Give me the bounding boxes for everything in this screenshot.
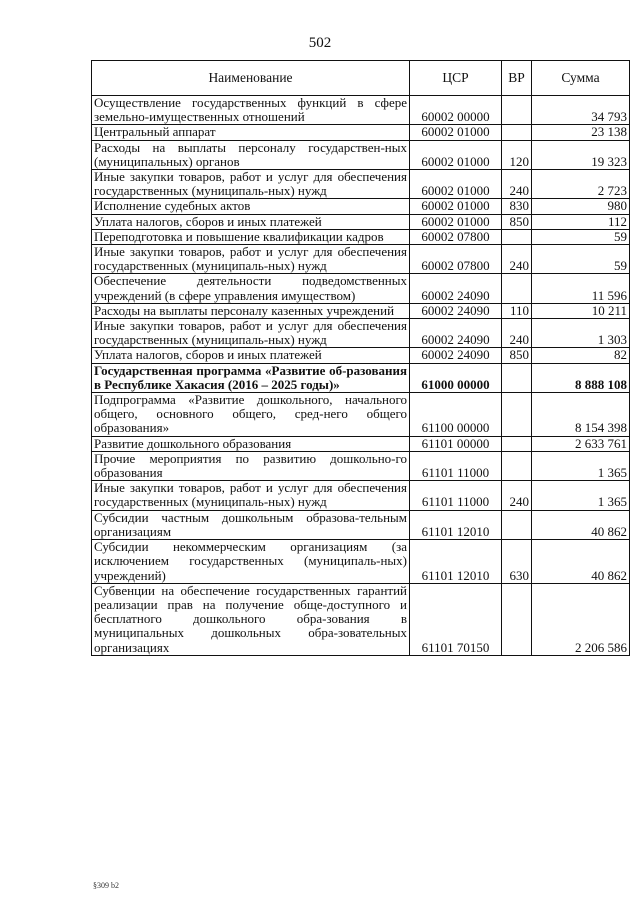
footer-code: §309 b2 (93, 881, 119, 890)
table-row (92, 583, 630, 655)
row-csr: 60002 01000 (410, 140, 502, 169)
table-row (92, 96, 630, 125)
row-sum: 40 862 (532, 540, 630, 584)
row-csr: 61101 70150 (410, 583, 502, 655)
row-csr: 60002 01000 (410, 125, 502, 140)
row-name: Уплата налогов, сборов и иных платежей (92, 348, 410, 363)
row-vr: 110 (502, 303, 532, 318)
row-name: Прочие мероприятия по развитию дошкольно-го образования (92, 451, 410, 480)
row-vr (502, 393, 532, 437)
table-row (92, 125, 630, 140)
row-vr (502, 274, 532, 303)
row-vr: 120 (502, 140, 532, 169)
row-sum: 2 633 761 (532, 436, 630, 451)
row-sum: 980 (532, 199, 630, 214)
header-sum: Сумма (532, 61, 630, 96)
row-csr: 60002 07800 (410, 245, 502, 274)
row-csr: 61101 11000 (410, 451, 502, 480)
row-vr (502, 510, 532, 539)
row-sum: 2 206 586 (532, 583, 630, 655)
row-sum: 1 303 (532, 319, 630, 348)
row-sum: 11 596 (532, 274, 630, 303)
row-vr: 850 (502, 348, 532, 363)
table-row (92, 229, 630, 244)
table-row (92, 510, 630, 539)
row-name: Расходы на выплаты персоналу государствен-ных (муниципальных) органов (92, 140, 410, 169)
row-csr: 60002 01000 (410, 170, 502, 199)
row-sum: 1 365 (532, 481, 630, 510)
row-sum: 2 723 (532, 170, 630, 199)
budget-table (91, 60, 630, 656)
row-sum: 10 211 (532, 303, 630, 318)
header-vr: ВР (502, 61, 532, 96)
row-vr: 240 (502, 245, 532, 274)
table-row (92, 170, 630, 199)
row-name: Обеспечение деятельности подведомственных учреждений (в сфере управления имуществом) (92, 274, 410, 303)
row-name: Переподготовка и повышение квалификации кадров (92, 229, 410, 244)
row-vr: 240 (502, 481, 532, 510)
row-name: Государственная программа «Развитие об-разования в Республике Хакасия (2016 – 2025 годы)» (92, 363, 410, 392)
table-row (92, 199, 630, 214)
row-vr (502, 451, 532, 480)
row-vr: 850 (502, 214, 532, 229)
row-csr: 60002 24090 (410, 348, 502, 363)
table-body (92, 96, 630, 656)
row-sum: 40 862 (532, 510, 630, 539)
row-sum: 23 138 (532, 125, 630, 140)
row-csr: 60002 01000 (410, 214, 502, 229)
row-vr (502, 96, 532, 125)
row-csr: 60002 24090 (410, 319, 502, 348)
table-header-row (92, 61, 630, 96)
table-row (92, 451, 630, 480)
row-name: Центральный аппарат (92, 125, 410, 140)
row-vr (502, 363, 532, 392)
row-name: Субвенции на обеспечение государственных гарантий реализации прав на получение обще-доступного и бесплатного дошкольного обра-зования в муниципальных дошкольных обра-зовательных организациях (92, 583, 410, 655)
row-name: Иные закупки товаров, работ и услуг для обеспечения государственных (муниципаль-ных) нужд (92, 481, 410, 510)
row-sum: 19 323 (532, 140, 630, 169)
row-csr: 61100 00000 (410, 393, 502, 437)
row-csr: 61101 00000 (410, 436, 502, 451)
table-row (92, 214, 630, 229)
row-csr: 60002 01000 (410, 199, 502, 214)
table-row (92, 481, 630, 510)
row-csr: 61000 00000 (410, 363, 502, 392)
header-name: Наименование (92, 61, 410, 96)
header-csr: ЦСР (410, 61, 502, 96)
row-vr (502, 436, 532, 451)
row-csr: 60002 07800 (410, 229, 502, 244)
table-row (92, 436, 630, 451)
row-name: Иные закупки товаров, работ и услуг для обеспечения государственных (муниципаль-ных) нужд (92, 170, 410, 199)
row-name: Осуществление государственных функций в сфере земельно-имущественных отношений (92, 96, 410, 125)
row-csr: 60002 00000 (410, 96, 502, 125)
row-sum: 8 888 108 (532, 363, 630, 392)
row-name: Подпрограмма «Развитие дошкольного, начального общего, основного общего, сред-него общего образования» (92, 393, 410, 437)
table-row (92, 348, 630, 363)
row-sum: 112 (532, 214, 630, 229)
table-row (92, 393, 630, 437)
row-name: Уплата налогов, сборов и иных платежей (92, 214, 410, 229)
row-vr (502, 229, 532, 244)
table-row (92, 303, 630, 318)
table-row (92, 319, 630, 348)
row-csr: 60002 24090 (410, 303, 502, 318)
row-name: Иные закупки товаров, работ и услуг для обеспечения государственных (муниципаль-ных) нужд (92, 319, 410, 348)
row-name: Субсидии частным дошкольным образова-тельным организациям (92, 510, 410, 539)
page-number: 502 (308, 35, 332, 51)
row-csr: 61101 12010 (410, 540, 502, 584)
row-sum: 59 (532, 245, 630, 274)
row-name: Субсидии некоммерческим организациям (за исключением государственных (муниципаль-ных) учреждений) (92, 540, 410, 584)
row-name: Исполнение судебных актов (92, 199, 410, 214)
row-csr: 60002 24090 (410, 274, 502, 303)
row-vr: 630 (502, 540, 532, 584)
row-sum: 82 (532, 348, 630, 363)
row-vr (502, 125, 532, 140)
row-sum: 34 793 (532, 96, 630, 125)
table-row (92, 540, 630, 584)
table-row (92, 363, 630, 392)
row-csr: 61101 11000 (410, 481, 502, 510)
table-row (92, 245, 630, 274)
row-vr: 240 (502, 170, 532, 199)
table-row (92, 140, 630, 169)
row-vr (502, 583, 532, 655)
row-name: Развитие дошкольного образования (92, 436, 410, 451)
table-row (92, 274, 630, 303)
row-vr: 830 (502, 199, 532, 214)
row-csr: 61101 12010 (410, 510, 502, 539)
row-name: Иные закупки товаров, работ и услуг для обеспечения государственных (муниципаль-ных) нужд (92, 245, 410, 274)
row-vr: 240 (502, 319, 532, 348)
row-sum: 1 365 (532, 451, 630, 480)
row-name: Расходы на выплаты персоналу казенных учреждений (92, 303, 410, 318)
row-sum: 59 (532, 229, 630, 244)
row-sum: 8 154 398 (532, 393, 630, 437)
